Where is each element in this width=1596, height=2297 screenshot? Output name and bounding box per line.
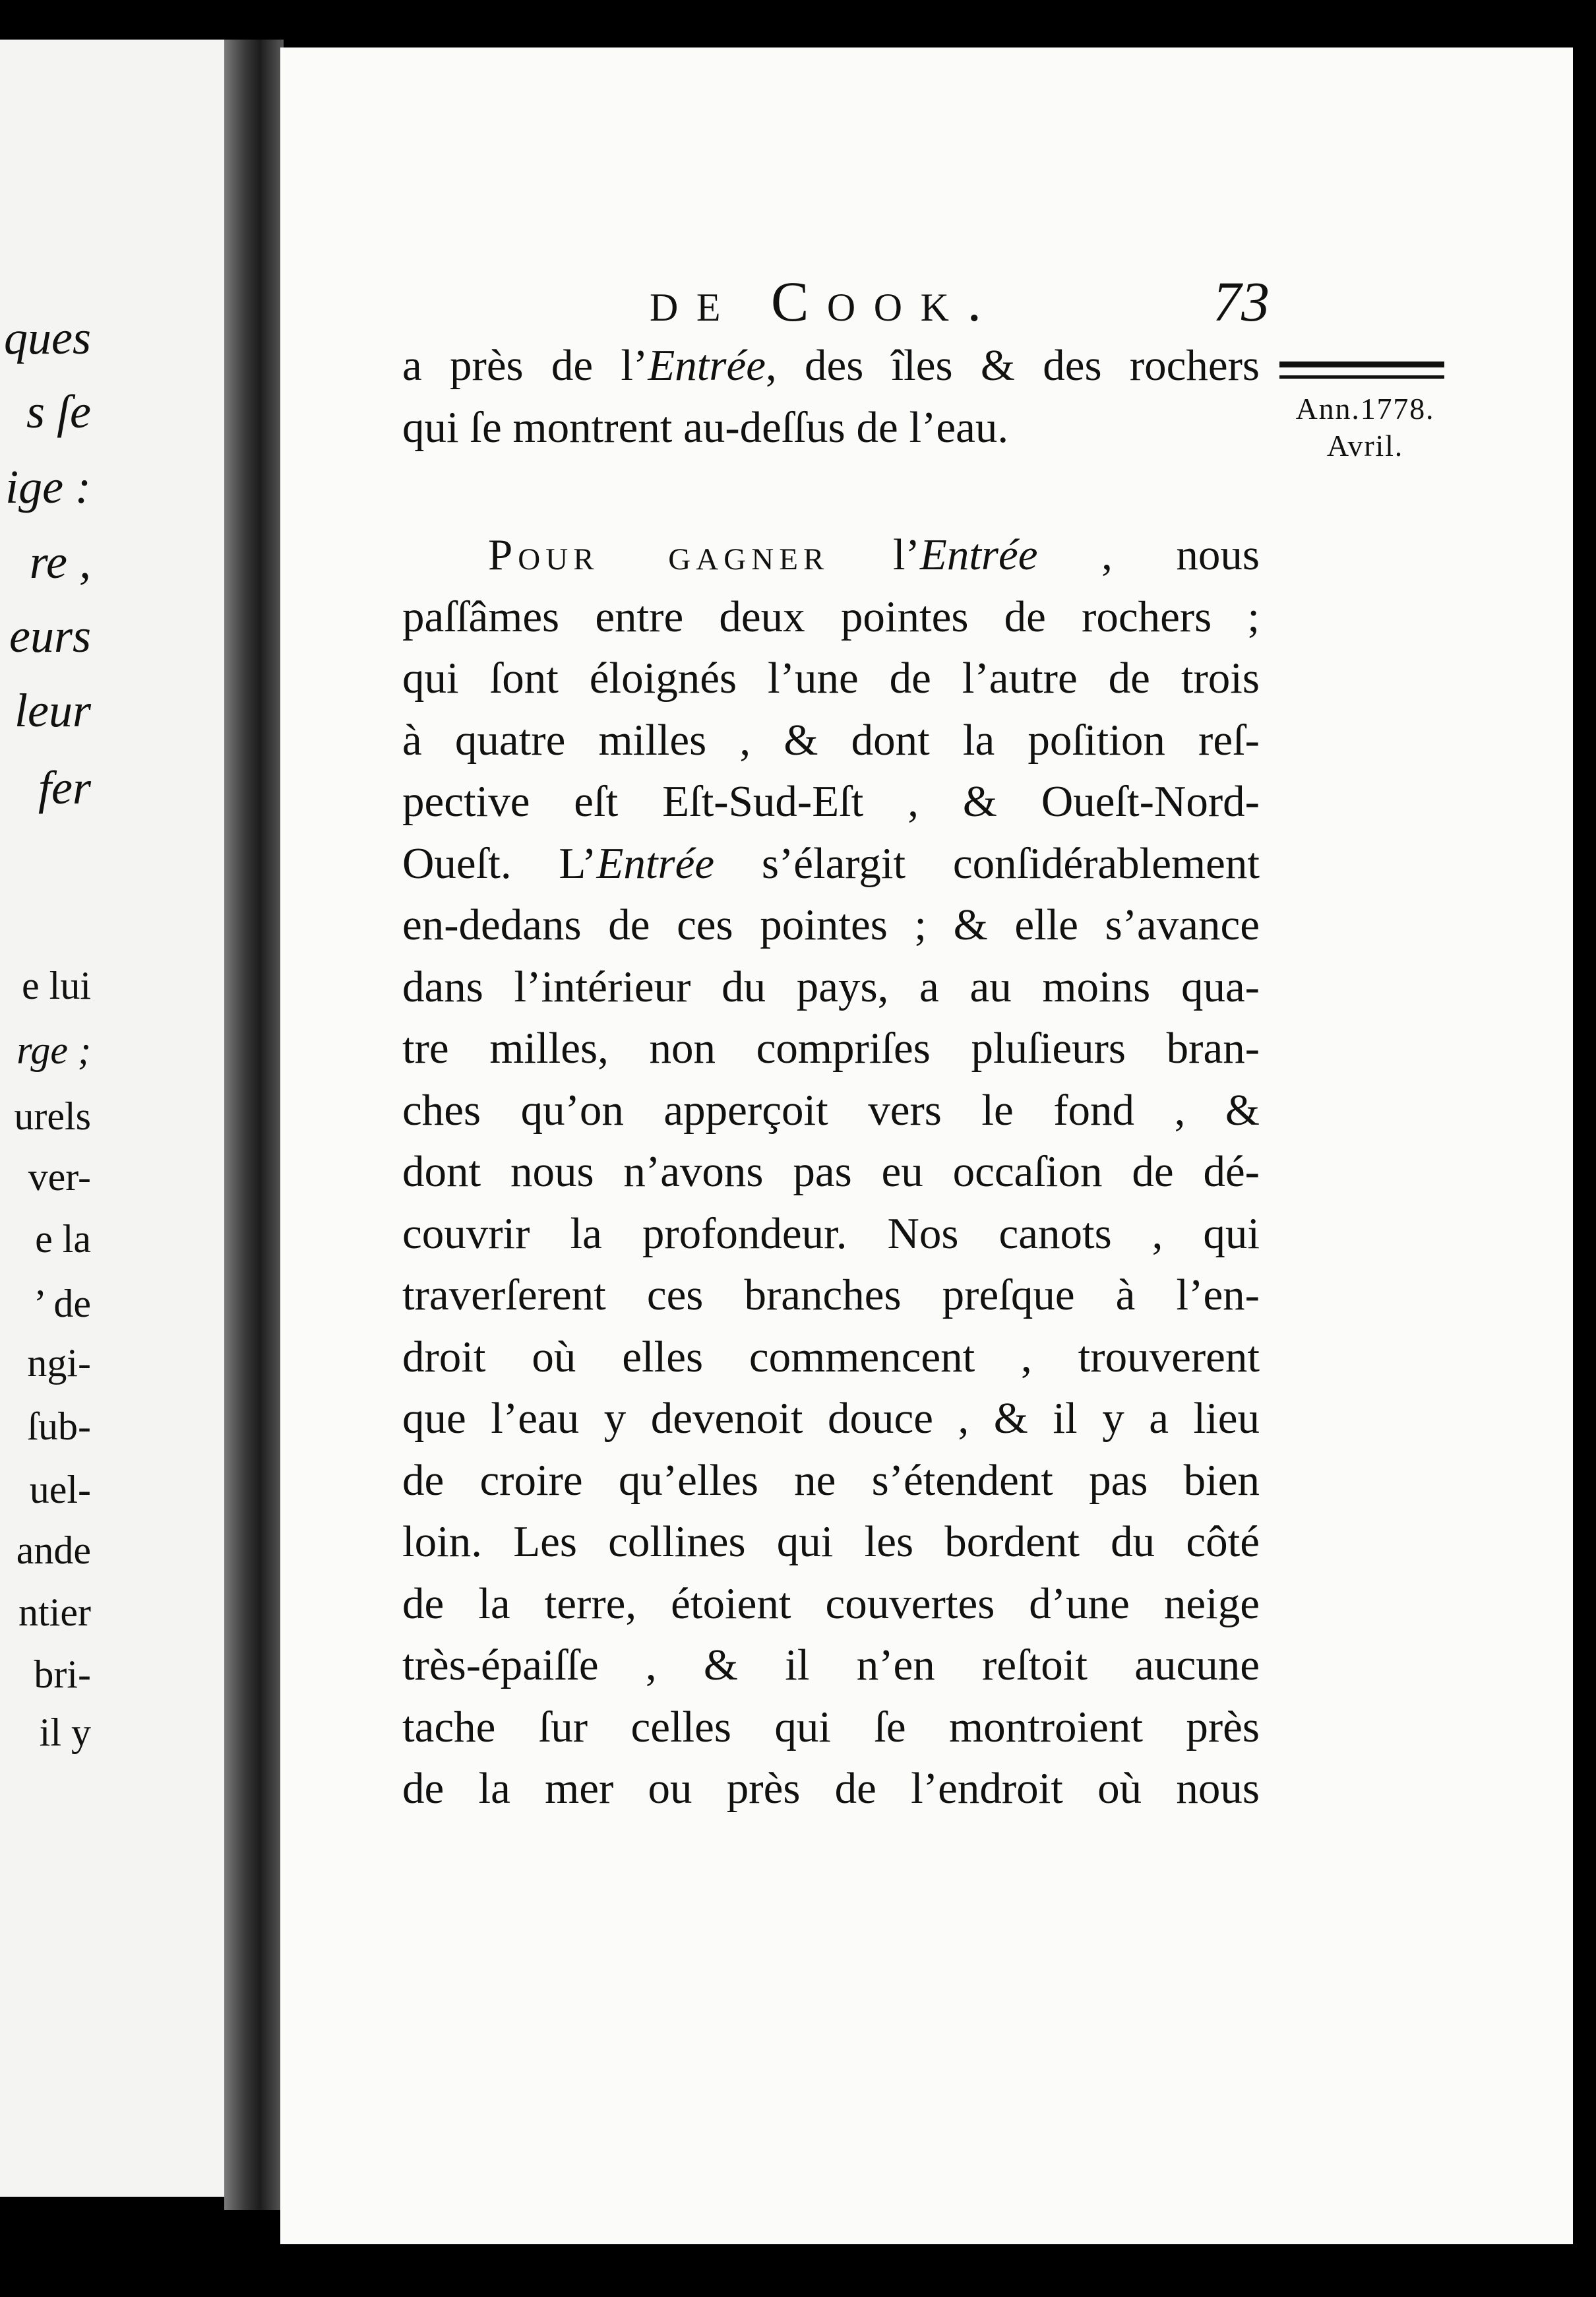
line-text: en-dedans de ces pointes ; & elle s’avance [402, 900, 1260, 949]
left-page-fragment: e la [35, 1217, 91, 1261]
line-text: ches qu’on apperçoit vers le fond , & [402, 1085, 1260, 1135]
text-line [402, 1388, 1260, 1450]
running-head [650, 272, 1270, 331]
line-text: dont nous n’avons pas eu occaſion de dé- [402, 1147, 1260, 1196]
left-page-fragment: ver- [28, 1155, 91, 1199]
left-page-fragment: uel- [29, 1468, 91, 1511]
line-text: de la mer ou près de l’endroit où nous [402, 1764, 1260, 1813]
text-line [402, 1141, 1260, 1203]
line-text: s’élargit conſidérablement [714, 838, 1260, 888]
left-page-fragment: il y [39, 1711, 91, 1754]
left-page-fragment: ques [4, 311, 91, 364]
left-page-fragment: ngi- [27, 1341, 91, 1385]
margin-note-month: Avril. [1326, 429, 1404, 462]
line-text: loin. Les collines qui les bordent du côté [402, 1517, 1260, 1566]
line-text: a près de l’ [402, 341, 648, 390]
left-page-fragment: leur [15, 684, 91, 737]
left-page-fragment: ’ de [33, 1282, 91, 1325]
text-line [402, 833, 1260, 895]
line-text: l’ [829, 530, 920, 579]
italic-term: Entrée [596, 838, 715, 888]
italic-term: Entrée [919, 530, 1038, 579]
text-line [402, 524, 1260, 586]
text-line [402, 1265, 1260, 1327]
line-text: tache ſur celles qui ſe montroient près [402, 1702, 1260, 1751]
left-page-fragment: eurs [9, 610, 91, 662]
left-page-fragment: s ſe [26, 385, 91, 438]
left-page-fragment: re , [29, 536, 91, 588]
text-line [402, 1203, 1260, 1265]
text-line [402, 957, 1260, 1019]
left-page [0, 40, 237, 2197]
left-page-fragment: ſub- [27, 1404, 91, 1448]
line-text: qui ſont éloignés l’une de l’autre de trois [402, 654, 1260, 703]
left-page-fragment: bri- [34, 1652, 91, 1696]
text-line [402, 1635, 1260, 1697]
line-text: traverſerent ces branches preſque à l’en- [402, 1271, 1260, 1319]
margin-note [1279, 391, 1451, 464]
text-line [402, 1573, 1260, 1635]
line-text: tre milles, non compriſes pluſieurs bran- [402, 1024, 1260, 1073]
text-line [402, 1697, 1260, 1759]
line-text: droit où elles commencent , trouverent [402, 1332, 1260, 1381]
line-text: , nous [1037, 530, 1260, 579]
line-text: à quatre milles , & dont la poſition reſ- [402, 715, 1260, 765]
line-text: qui ſe montrent au-deſſus de l’eau. [402, 402, 1009, 452]
left-page-fragment: urels [14, 1094, 91, 1138]
left-page-fragment: ige : [5, 460, 91, 513]
margin-note-year: Ann.1778. [1295, 392, 1435, 425]
text-line [402, 335, 1260, 397]
text-line [402, 1327, 1260, 1389]
line-text: couvrir la profondeur. Nos canots , qui [402, 1209, 1260, 1258]
left-page-fragment: ande [16, 1528, 91, 1572]
text-line [402, 895, 1260, 957]
line-text: dans l’intérieur du pays, a au moins qua- [402, 962, 1260, 1011]
line-text: , des îles & des rochers [765, 341, 1260, 390]
text-line [402, 1450, 1260, 1512]
text-line [402, 586, 1260, 648]
text-line [402, 1080, 1260, 1142]
text-line [402, 1018, 1260, 1080]
line-text: de croire qu’elles ne s’étendent pas bien [402, 1455, 1260, 1505]
running-head-title: de Cook. [650, 270, 1000, 333]
line-text: de la terre, étoient couvertes d’une neige [402, 1579, 1260, 1628]
body-text [402, 335, 1260, 1820]
text-line [402, 648, 1260, 710]
line-text: que l’eau y devenoit douce , & il y a lieu [402, 1394, 1260, 1443]
book-spine [224, 40, 284, 2210]
text-line [402, 1758, 1260, 1820]
margin-double-rule [1279, 362, 1444, 379]
text-line [402, 397, 1260, 459]
text-line [402, 710, 1260, 772]
page-number: 73 [1213, 270, 1270, 333]
text-line [402, 771, 1260, 833]
left-page-fragment: rge ; [16, 1028, 91, 1072]
line-text: Oueſt. L’ [402, 838, 597, 888]
left-page-fragment: ntier [18, 1590, 91, 1634]
line-text: pective eſt Eſt-Sud-Eſt , & Oueſt-Nord- [402, 777, 1260, 826]
small-caps-opening: Pour gagner [488, 530, 830, 579]
left-page-fragment: e lui [22, 964, 91, 1007]
line-text: paſſâmes entre deux pointes de rochers ; [402, 592, 1260, 641]
left-page-fragment: fer [38, 761, 91, 814]
italic-term: Entrée [648, 341, 766, 390]
text-line [402, 1511, 1260, 1573]
line-text: très-épaiſſe , & il n’en reſtoit aucune [402, 1641, 1260, 1689]
